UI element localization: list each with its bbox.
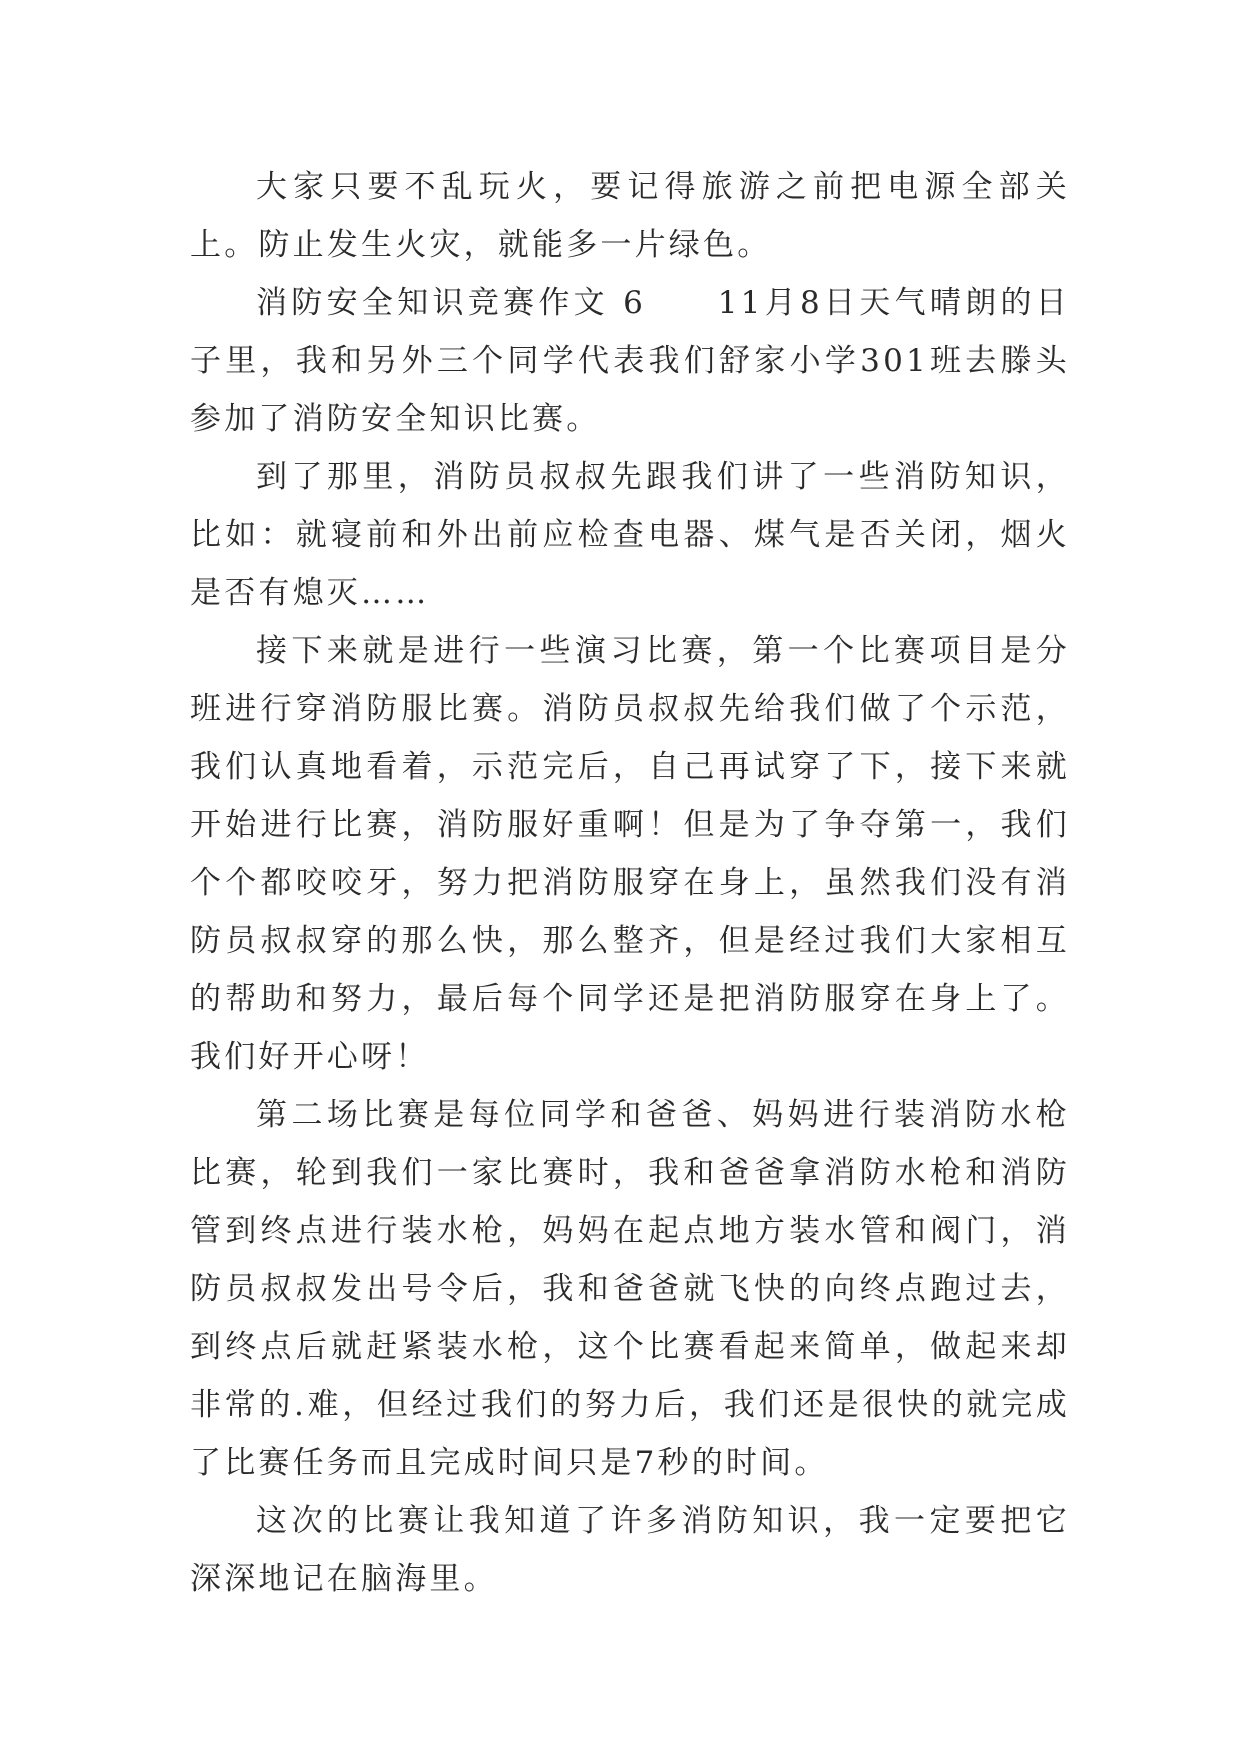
paragraph-3: 到了那里，消防员叔叔先跟我们讲了一些消防知识，比如：就寝前和外出前应检查电器、煤气是否关闭，烟火是否有熄灭……: [190, 459, 1070, 611]
essay-body: [190, 158, 1070, 1608]
paragraph-1: 大家只要不乱玩火，要记得旅游之前把电源全部关上。防止发生火灾，就能多一片绿色。: [190, 169, 1070, 263]
paragraph-6: 这次的比赛让我知道了许多消防知识，我一定要把它深深地记在脑海里。: [190, 1503, 1070, 1597]
paragraph-2: 消防安全知识竞赛作文 6 11月8日天气晴朗的日子里，我和另外三个同学代表我们舒家小学301班去滕头参加了消防安全知识比赛。: [190, 285, 1070, 437]
paragraph-4: 接下来就是进行一些演习比赛，第一个比赛项目是分班进行穿消防服比赛。消防员叔叔先给我们做了个示范，我们认真地看着，示范完后，自己再试穿了下，接下来就开始进行比赛，消防服好重啊！但是为了争夺第一，我们个个都咬咬牙，努力把消防服穿在身上，虽然我们没有消防员叔叔穿的那么快，那么整齐，但是经过我们大家相互的帮助和努力，最后每个同学还是把消防服穿在身上了。我们好开心呀！: [190, 633, 1070, 1075]
paragraph-5: 第二场比赛是每位同学和爸爸、妈妈进行装消防水枪比赛，轮到我们一家比赛时，我和爸爸拿消防水枪和消防管到终点进行装水枪，妈妈在起点地方装水管和阀门，消防员叔叔发出号令后，我和爸爸就飞快的向终点跑过去，到终点后就赶紧装水枪，这个比赛看起来简单，做起来却非常的.难，但经过我们的努力后，我们还是很快的就完成了比赛任务而且完成时间只是7秒的时间。: [190, 1097, 1070, 1481]
